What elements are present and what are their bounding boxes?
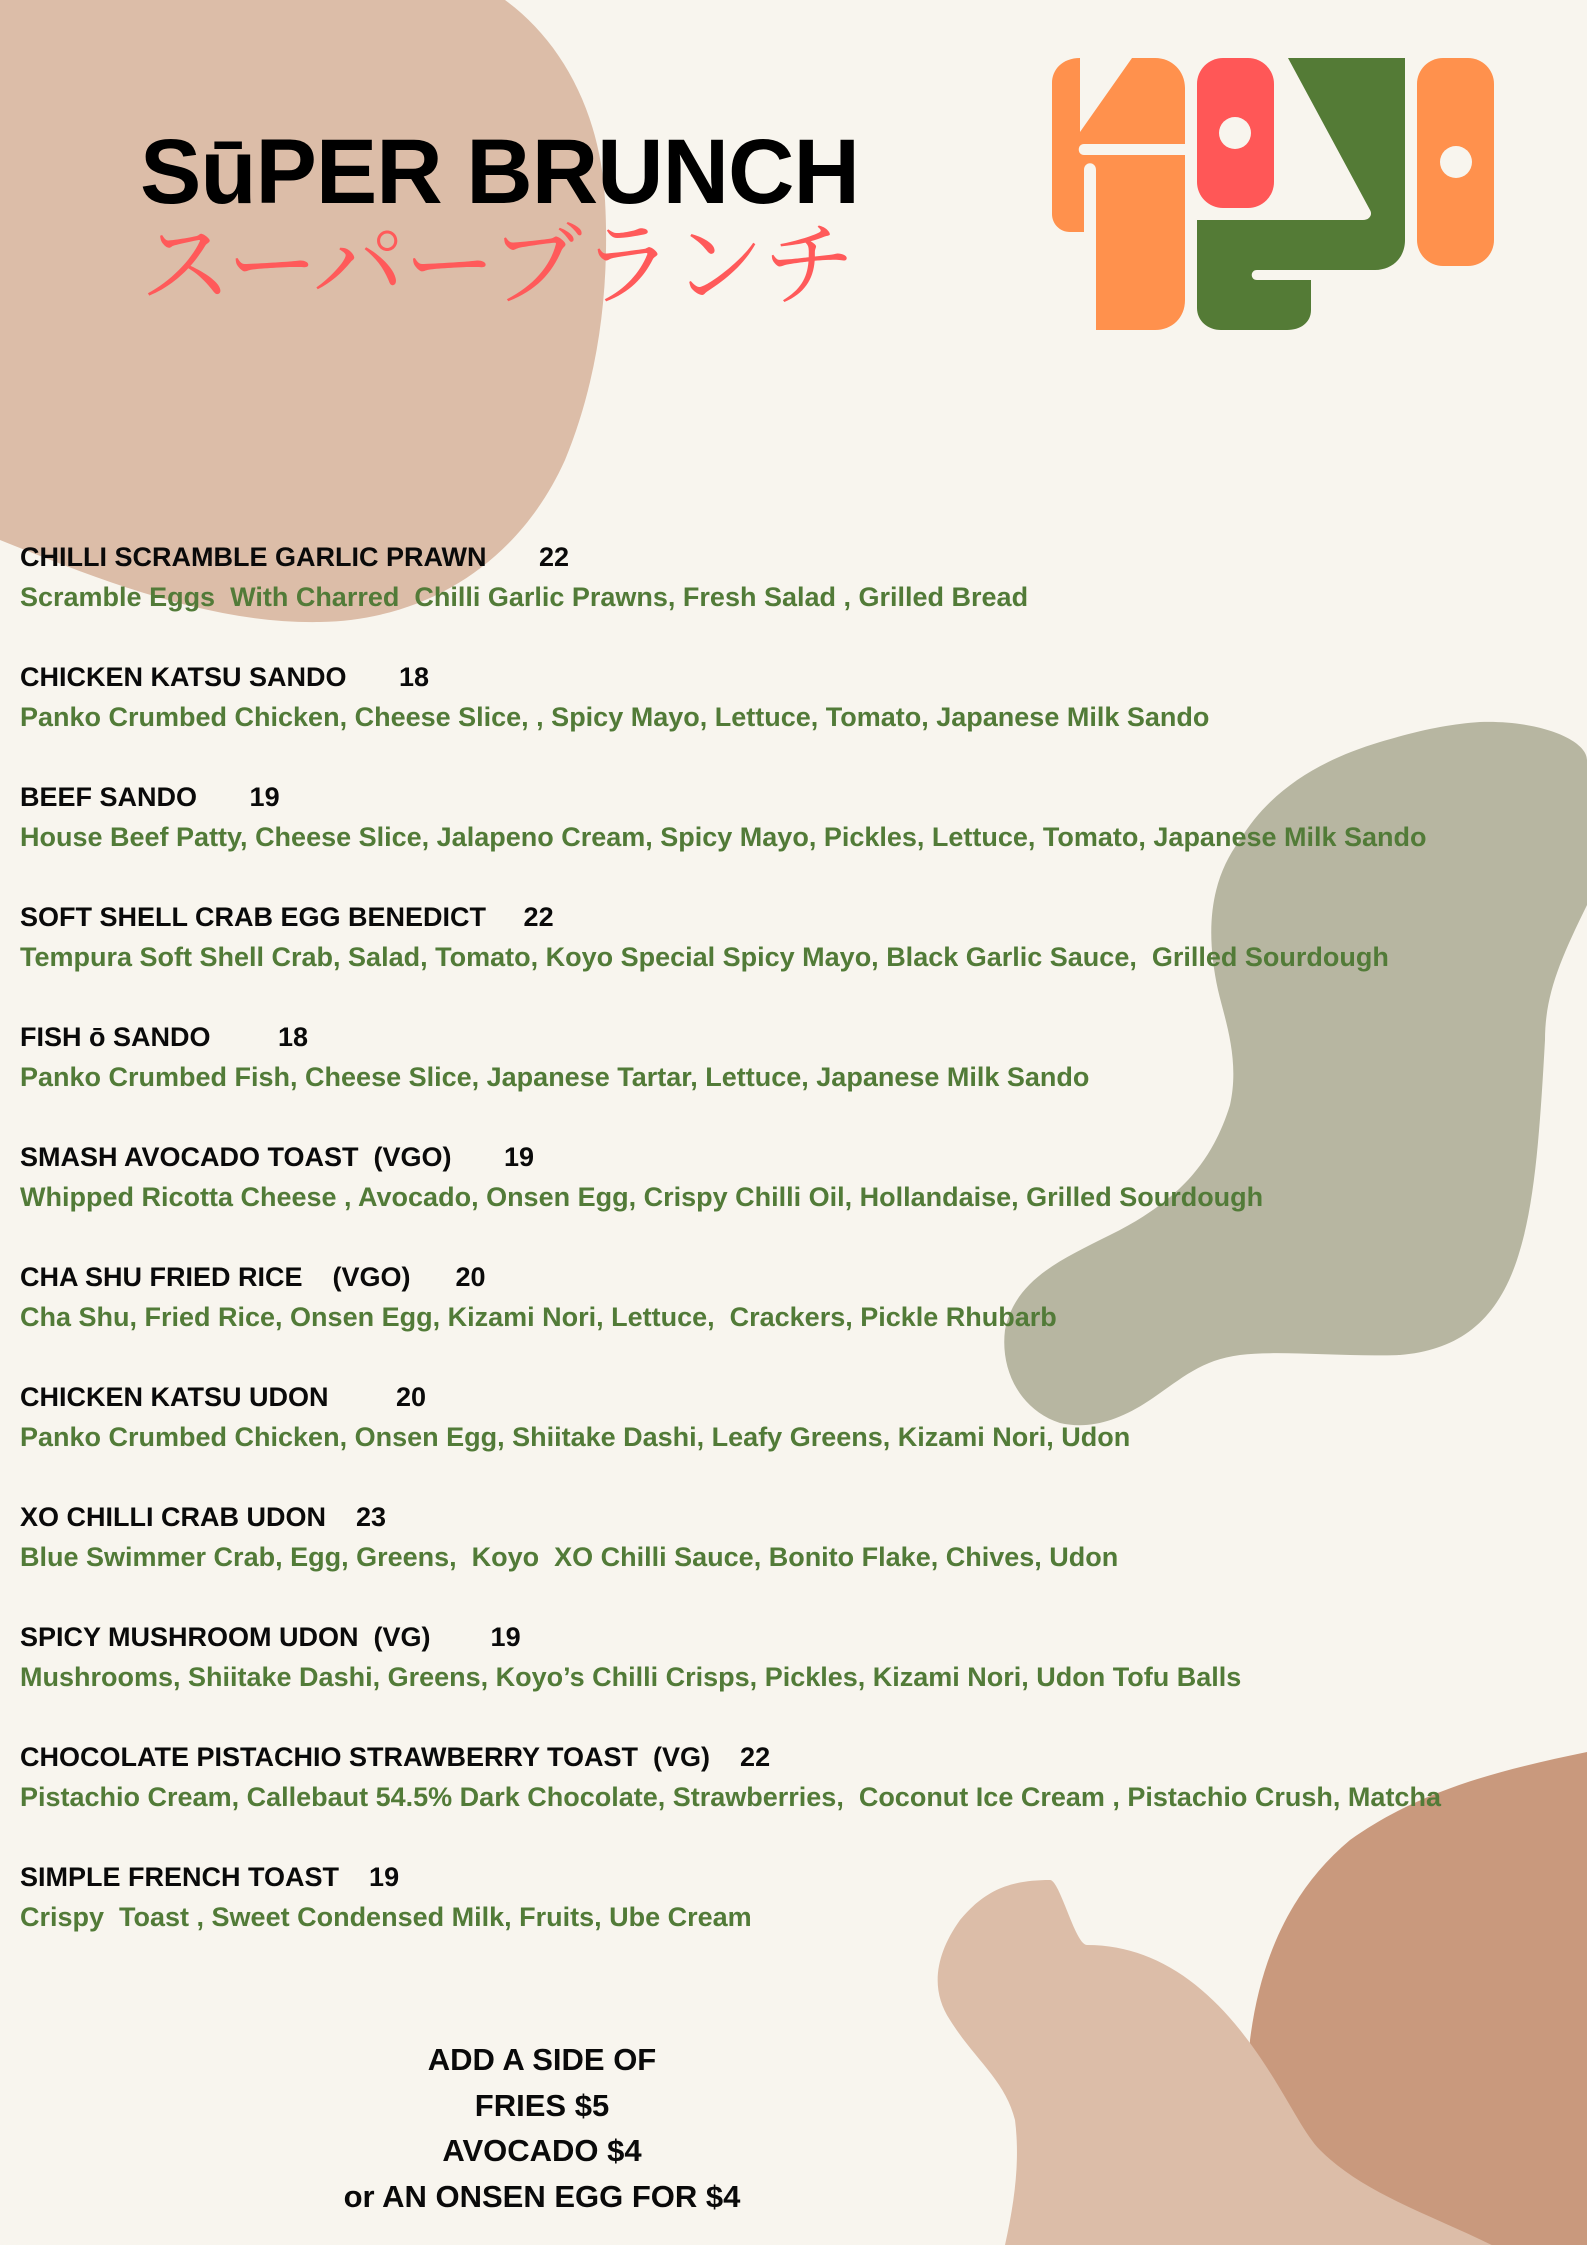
- menu-item-name: FISH ō SANDO: [20, 1022, 211, 1052]
- menu-item-description: Pistachio Cream, Callebaut 54.5% Dark Chocolate, Strawberries, Coconut Ice Cream , Pistachio Crush, Matcha: [20, 1782, 1441, 1812]
- menu-item-header: [20, 1497, 1441, 1537]
- menu-item-name: BEEF SANDO: [20, 782, 198, 812]
- menu-item-name: SPICY MUSHROOM UDON (VG): [20, 1622, 431, 1652]
- menu-item-header: [20, 657, 1441, 697]
- menu-item-price: 19: [490, 1622, 521, 1652]
- page-title-japanese: スーパーブランチ: [140, 212, 855, 319]
- menu-item: [20, 1377, 1441, 1497]
- menu-item-description: House Beef Patty, Cheese Slice, Jalapeno Cream, Spicy Mayo, Pickles, Lettuce, Tomato, Japanese Milk Sando: [20, 822, 1427, 852]
- menu-item: [20, 1137, 1441, 1257]
- menu-item: [20, 1737, 1441, 1857]
- menu-item-price: 22: [523, 902, 554, 932]
- menu-item: [20, 1257, 1441, 1377]
- sides-heading: ADD A SIDE OF: [427, 2042, 657, 2077]
- menu-item-price: 19: [249, 782, 280, 812]
- menu-item-description: Cha Shu, Fried Rice, Onsen Egg, Kizami Nori, Lettuce, Crackers, Pickle Rhubarb: [20, 1302, 1057, 1332]
- menu-item-header: [20, 1377, 1441, 1417]
- menu-item-name: CHICKEN KATSU SANDO: [20, 662, 347, 692]
- menu-item-description: Whipped Ricotta Cheese , Avocado, Onsen Egg, Crispy Chilli Oil, Hollandaise, Grilled Sourdough: [20, 1182, 1264, 1212]
- menu-item-header: [20, 1617, 1441, 1657]
- menu-item-price: 19: [369, 1862, 400, 1892]
- menu-item: [20, 657, 1441, 777]
- menu-item-name: CHA SHU FRIED RICE (VGO): [20, 1262, 411, 1292]
- menu-item-price: 22: [539, 542, 570, 572]
- side-fries: FRIES $5: [474, 2087, 610, 2123]
- menu-item-price: 18: [278, 1022, 309, 1052]
- menu-list: [20, 537, 1441, 1977]
- menu-item-description: Tempura Soft Shell Crab, Salad, Tomato, Koyo Special Spicy Mayo, Black Garlic Sauce, Grilled Sourdough: [20, 942, 1389, 972]
- menu-item-header: [20, 1737, 1441, 1777]
- menu-item-description: Blue Swimmer Crab, Egg, Greens, Koyo XO Chilli Sauce, Bonito Flake, Chives, Udon: [20, 1542, 1119, 1572]
- menu-item-price: 22: [740, 1742, 771, 1772]
- menu-item-name: XO CHILLI CRAB UDON: [20, 1502, 326, 1532]
- menu-item: [20, 537, 1441, 657]
- side-onsen-egg: or AN ONSEN EGG FOR $4: [343, 2178, 741, 2214]
- menu-item-description: Crispy Toast , Sweet Condensed Milk, Fruits, Ube Cream: [20, 1902, 752, 1932]
- menu-item: [20, 1617, 1441, 1737]
- menu-item-name: SOFT SHELL CRAB EGG BENEDICT: [20, 902, 487, 932]
- menu-item: [20, 1857, 1441, 1977]
- menu-item-header: [20, 1857, 1441, 1897]
- menu-item-header: [20, 1137, 1441, 1177]
- page-title: SūPER BRUNCH: [140, 121, 859, 223]
- menu-item-name: CHOCOLATE PISTACHIO STRAWBERRY TOAST (VG): [20, 1742, 711, 1772]
- menu-item-header: [20, 1257, 1441, 1297]
- menu-item-price: 20: [455, 1262, 486, 1292]
- menu-item: [20, 1017, 1441, 1137]
- logo-letter-k: [1052, 58, 1185, 330]
- sides-section: [242, 2037, 842, 2219]
- menu-item-name: CHILLI SCRAMBLE GARLIC PRAWN: [20, 542, 487, 572]
- menu-item-description: Panko Crumbed Fish, Cheese Slice, Japanese Tartar, Lettuce, Japanese Milk Sando: [20, 1062, 1090, 1092]
- side-avocado: AVOCADO $4: [442, 2133, 642, 2168]
- logo-o-hole: [1219, 117, 1251, 149]
- menu-item-description: Panko Crumbed Chicken, Cheese Slice, , Spicy Mayo, Lettuce, Tomato, Japanese Milk Sando: [20, 702, 1210, 732]
- menu-item-header: [20, 1017, 1441, 1057]
- menu-item-name: CHICKEN KATSU UDON: [20, 1382, 329, 1412]
- title-block: [140, 121, 859, 319]
- menu-item-header: [20, 777, 1441, 817]
- menu-item-description: Panko Crumbed Chicken, Onsen Egg, Shiitake Dashi, Leafy Greens, Kizami Nori, Udon: [20, 1422, 1131, 1452]
- logo-o-hole-2: [1440, 146, 1472, 178]
- menu-item-price: 18: [399, 662, 430, 692]
- menu-item-price: 20: [396, 1382, 427, 1412]
- menu-item: [20, 897, 1441, 1017]
- menu-item-price: 19: [504, 1142, 535, 1172]
- menu-item: [20, 1497, 1441, 1617]
- menu-item-price: 23: [356, 1502, 387, 1532]
- menu-item-header: [20, 897, 1441, 937]
- menu-item-name: SIMPLE FRENCH TOAST: [20, 1862, 340, 1892]
- menu-item: [20, 777, 1441, 897]
- menu-item-header: [20, 537, 1441, 577]
- menu-item-description: Scramble Eggs With Charred Chilli Garlic Prawns, Fresh Salad , Grilled Bread: [20, 582, 1029, 612]
- menu-item-name: SMASH AVOCADO TOAST (VGO): [20, 1142, 452, 1172]
- koyo-logo: [1052, 58, 1495, 333]
- menu-item-description: Mushrooms, Shiitake Dashi, Greens, Koyo’s Chilli Crisps, Pickles, Kizami Nori, Udon Tofu Balls: [20, 1662, 1242, 1692]
